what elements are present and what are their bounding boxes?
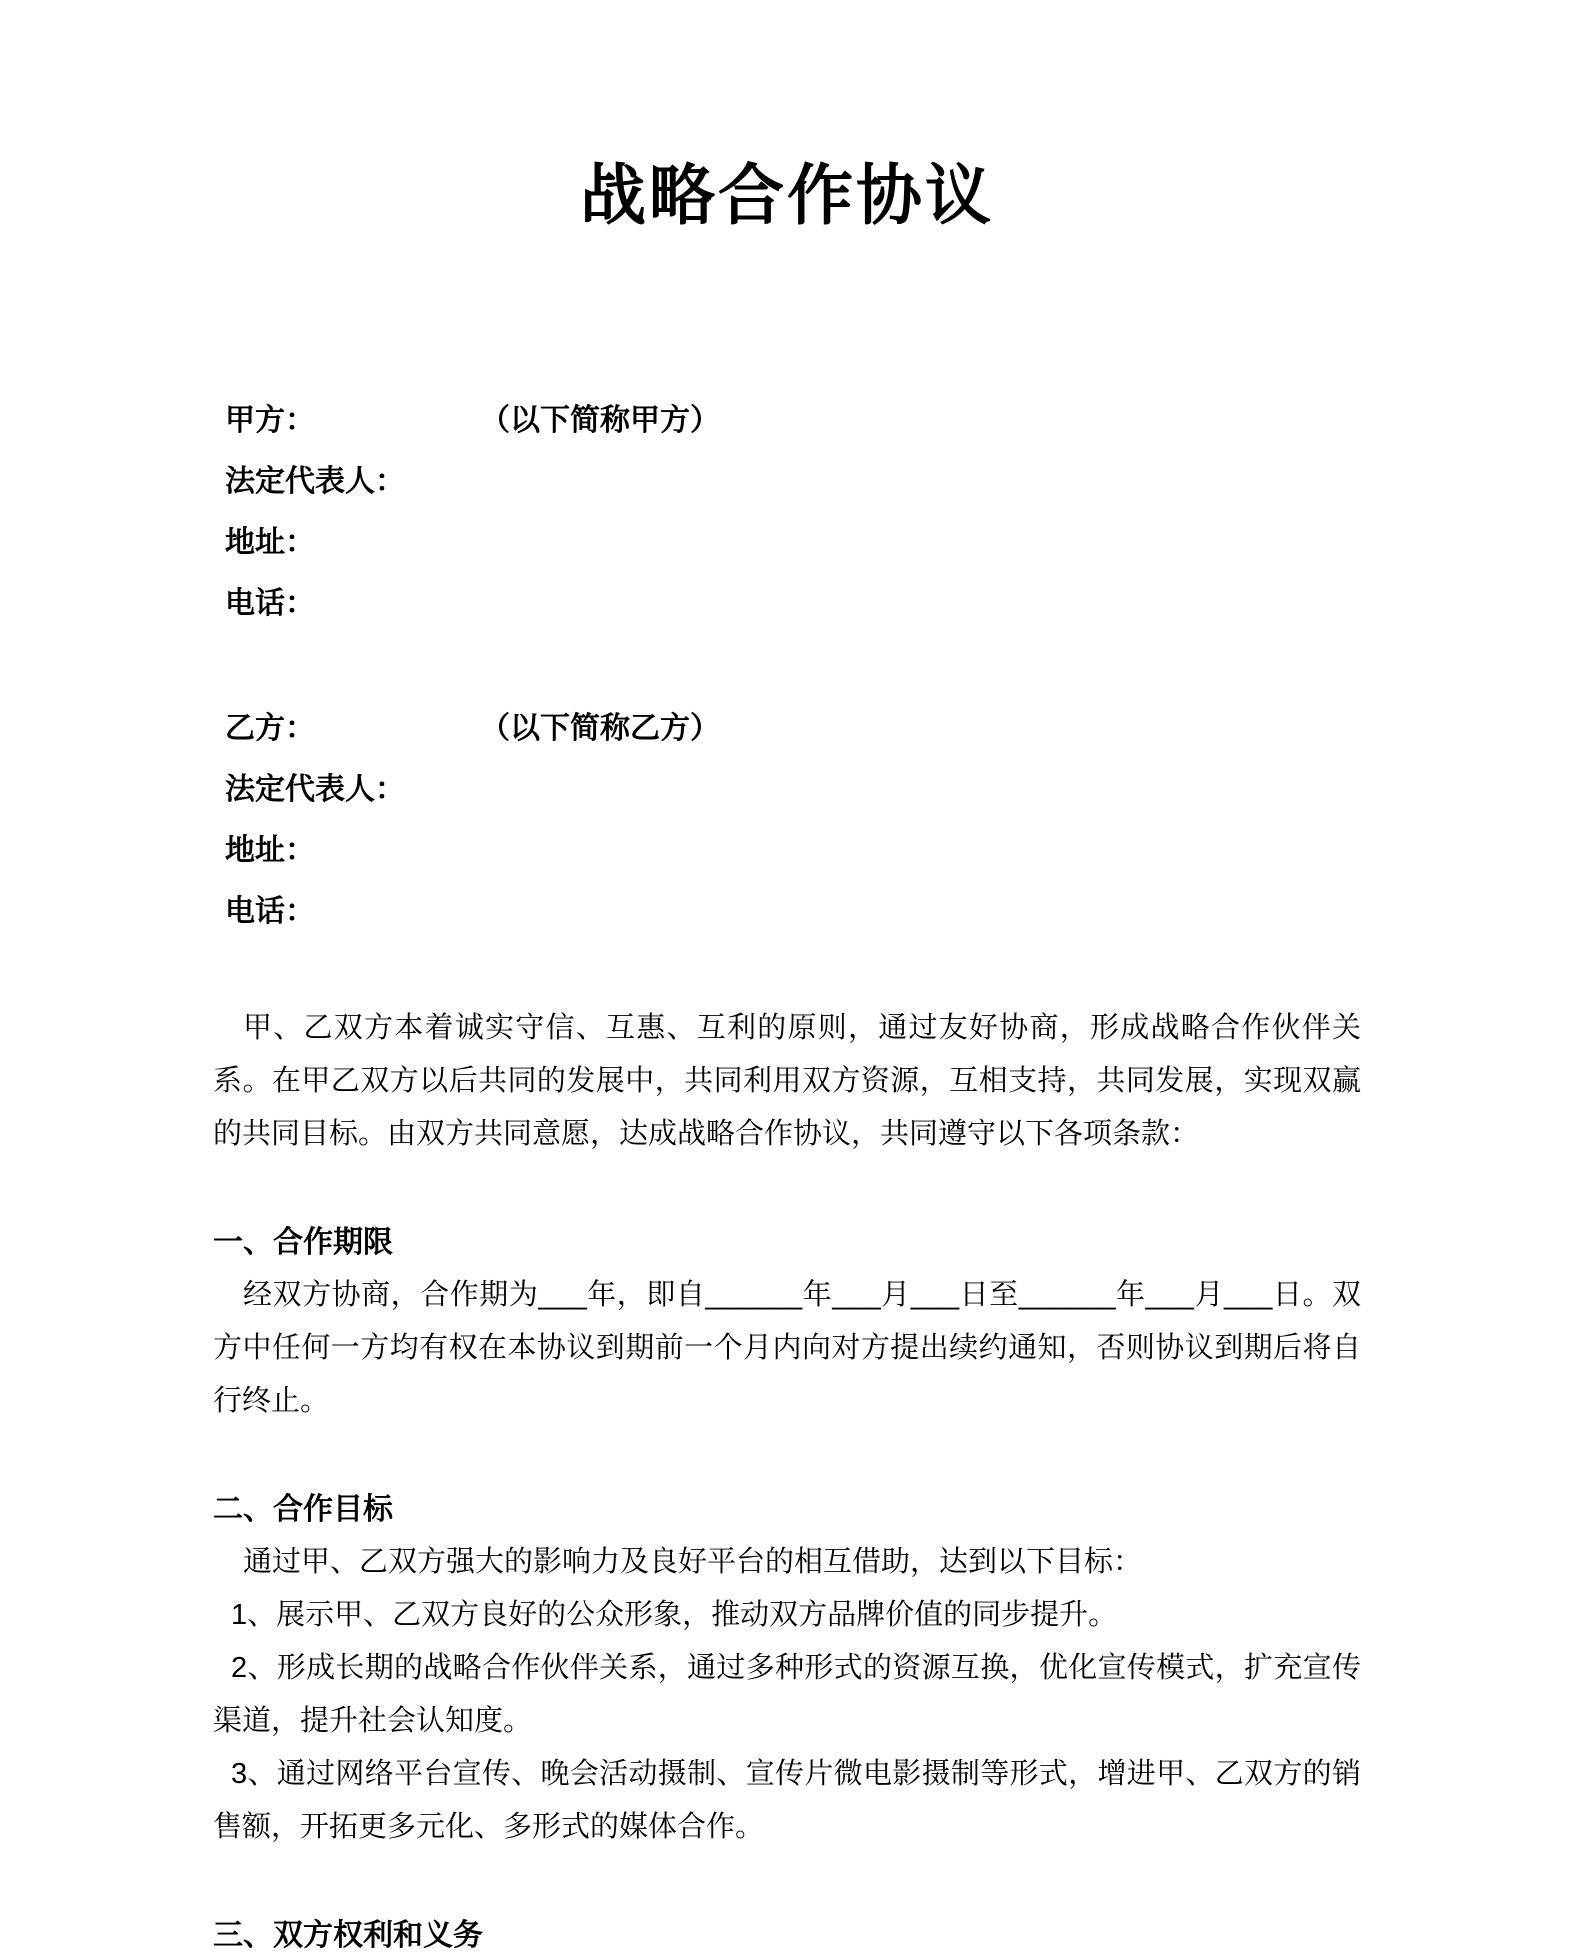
- party-a-name-line: [225, 390, 1361, 451]
- party-b-legal-rep-line: [225, 759, 1361, 820]
- party-a-phone-label: 电话：: [225, 587, 315, 620]
- party-a-address-line: [225, 512, 1361, 573]
- party-b-legal-rep-label: 法定代表人：: [225, 773, 405, 806]
- party-b-address-label: 地址：: [225, 834, 315, 867]
- section-1-body: 经双方协商，合作期为___年，即自______年___月___日至______年___月___日。双方中任何一方均有权在本协议到期前一个月内向对方提出续约通知，否则协议到期后将自行终止。: [213, 1279, 1361, 1417]
- party-a-legal-rep-line: [225, 451, 1361, 512]
- party-a-block: [213, 390, 1361, 634]
- party-a-alias: （以下简称甲方）: [480, 404, 720, 437]
- section-1-heading: 一、合作期限: [213, 1226, 393, 1259]
- party-b-name-label: 乙方：: [225, 712, 315, 745]
- party-b-phone-line: [225, 881, 1361, 942]
- section-2-item-3: 3、通过网络平台宣传、晚会活动摄制、宣传片微电影摄制等形式，增进甲、乙双方的销售额，开拓更多元化、多形式的媒体合作。: [213, 1758, 1361, 1843]
- document-content: [213, 0, 1361, 1960]
- preamble-paragraph: 甲、乙双方本着诚实守信、互惠、互利的原则，通过友好协商，形成战略合作伙伴关系。在甲乙双方以后共同的发展中，共同利用双方资源，互相支持，共同发展，实现双赢的共同目标。由双方共同意愿，达成战略合作协议，共同遵守以下各项条款：: [213, 1012, 1361, 1150]
- section-2-heading: 二、合作目标: [213, 1493, 393, 1526]
- party-a-legal-rep-label: 法定代表人：: [225, 465, 405, 498]
- section-3-heading: 三、双方权利和义务: [213, 1919, 483, 1952]
- section-2-item-1: 1、展示甲、乙双方良好的公众形象，推动双方品牌价值的同步提升。: [231, 1599, 1118, 1631]
- party-b-phone-label: 电话：: [225, 895, 315, 928]
- section-2-item-2: 2、形成长期的战略合作伙伴关系，通过多种形式的资源互换，优化宣传模式，扩充宣传渠道，提升社会认知度。: [213, 1652, 1361, 1737]
- section-2-intro: 通过甲、乙双方强大的影响力及良好平台的相互借助，达到以下目标：: [243, 1546, 1143, 1578]
- party-b-alias: （以下简称乙方）: [480, 712, 720, 745]
- party-a-phone-line: [225, 573, 1361, 634]
- document-title: 战略合作协议: [580, 158, 994, 232]
- party-b-name-line: [225, 698, 1361, 759]
- party-a-address-label: 地址：: [225, 526, 315, 559]
- party-a-name-label: 甲方：: [225, 404, 315, 437]
- party-b-block: [213, 698, 1361, 942]
- party-b-address-line: [225, 820, 1361, 881]
